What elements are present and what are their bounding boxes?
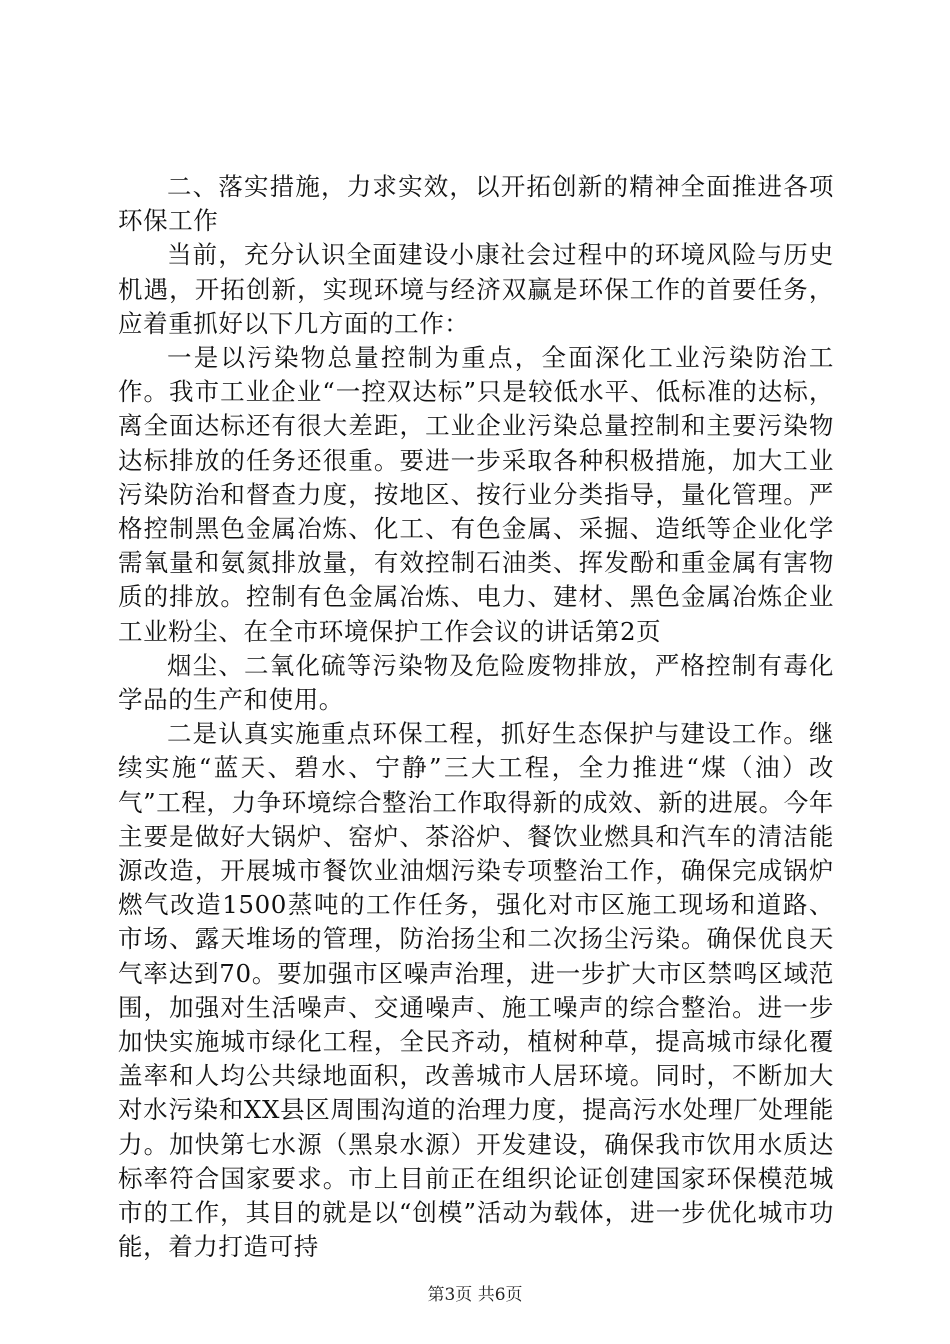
paragraph-continuation: 烟尘、二氧化硫等污染物及危险废物排放，严格控制有毒化学品的生产和使用。 [118, 650, 834, 715]
document-body [118, 170, 834, 1265]
page-footer: 第3页 共6页 [427, 1285, 523, 1305]
section-heading: 二、落实措施，力求实效，以开拓创新的精神全面推进各项环保工作 [118, 172, 834, 236]
paragraph-industrial-pollution: 一是以污染物总量控制为重点，全面深化工业污染防治工作。我市工业企业“一控双达标”只是较低水平、低标准的达标，离全面达标还有很大差距，工业企业污染总量控制和主要污染物达标排放的任务还很重。要进一步采取各种积极措施，加大工业污染防治和督查力度，按地区、按行业分类指导，量化管理。严格控制黑色金属冶炼、化工、有色金属、采掘、造纸等企业化学需氧量和氨氮排放量，有效控制石油类、挥发酚和重金属有害物质的排放。控制有色金属冶炼、电力、建材、黑色金属冶炼企业工业粉尘、在全市环境保护工作会议的讲话第2页 [118, 343, 834, 646]
paragraph-intro: 当前，充分认识全面建设小康社会过程中的环境风险与历史机遇，开拓创新，实现环境与经济双赢是环保工作的首要任务，应着重抓好以下几方面的工作： [118, 240, 834, 338]
paragraph-environmental-projects: 二是认真实施重点环保工程，抓好生态保护与建设工作。继续实施“蓝天、碧水、宁静”三大工程，全力推进“煤（油）改气”工程，力争环境综合整治工作取得新的成效、新的进展。今年主要是做好大锅炉、窑炉、茶浴炉、餐饮业燃具和汽车的清洁能源改造，开展城市餐饮业油烟污染专项整治工作，确保完成锅炉燃气改造1500蒸吨的工作任务，强化对市区施工现场和道路、市场、露天堆场的管理，防治扬尘和二次扬尘污染。确保优良天气率达到70。要加强市区噪声治理，进一步扩大市区禁鸣区域范围，加强对生活噪声、交通噪声、施工噪声的综合整治。进一步加快实施城市绿化工程，全民齐动，植树种草，提高城市绿化覆盖率和人均公共绿地面积，改善城市人居环境。同时，不断加大对水污染和XX县区周围沟道的治理力度，提高污水处理厂处理能力。加快第七水源（黑泉水源）开发建设，确保我市饮用水质达标率符合国家要求。市上目前正在组织论证创建国家环保模范城市的工作，其目的就是以“创模”活动为载体，进一步优化城市功能，着力打造可持 [118, 719, 834, 1262]
